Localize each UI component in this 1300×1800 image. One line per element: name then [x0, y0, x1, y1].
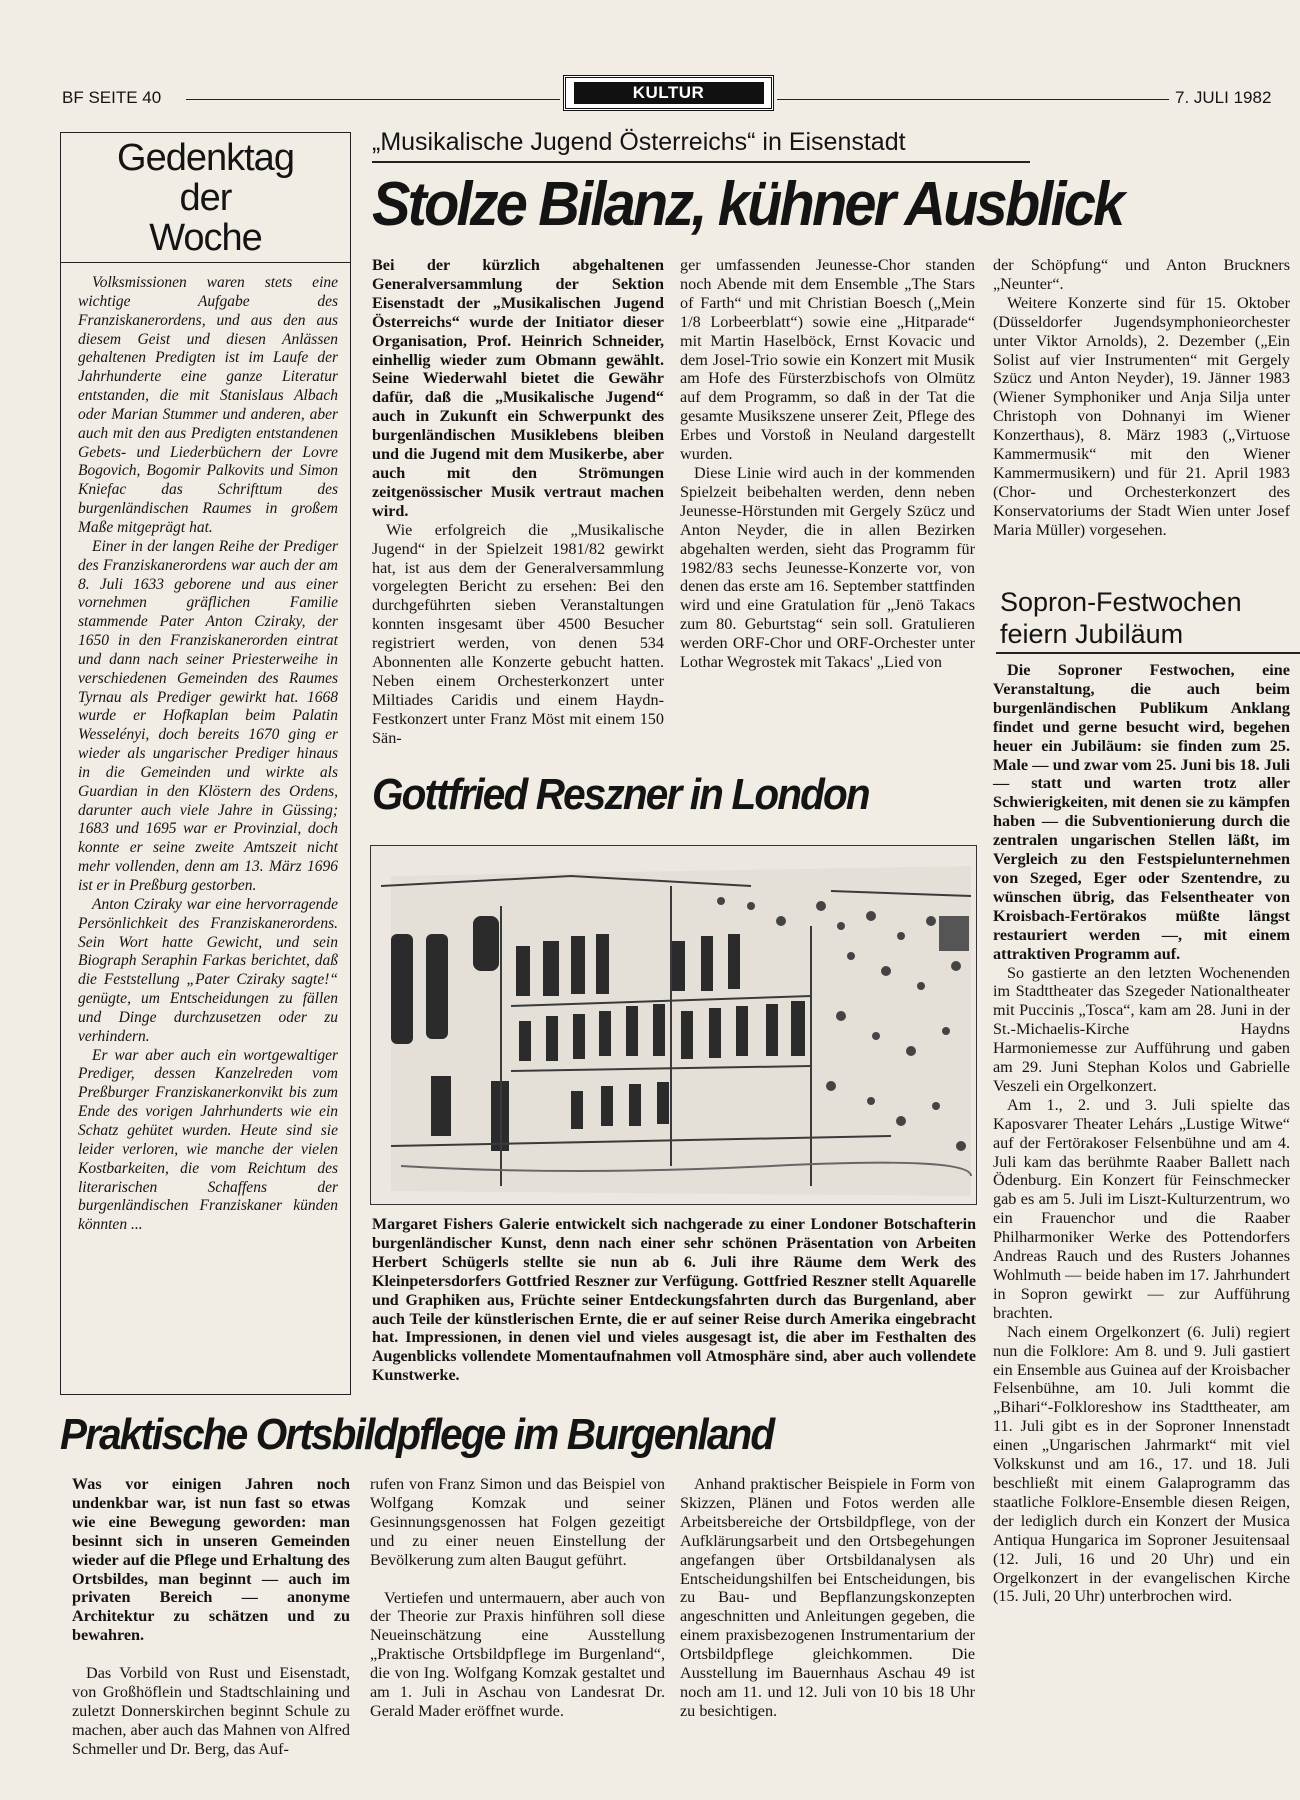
ortsbild-intro: Was vor einigen Jahren noch undenkbar war, ist nun fast so etwas wie eine Bewegung geworden: man besinnt sich in unseren Gemeinden wieder auf die Pflege und Erhaltung des Ortsbildes, man beginnt — auch im privaten Bereich — anonyme Architektur zu schätzen und zu bewahren. — [72, 1475, 350, 1645]
sopron-paragraph: Am 1., 2. und 3. Juli spielte das Kaposvarer Theater Lehárs „Lustige Witwe“ auf der Fertörakoser Felsenbühne und am 4. Juli kam das berühmte Raaber Ballett nach Ödenburg. Ein Konzert für Feinschmecker gab es am 5. Juli im Liszt-Kulturzentrum, wo ein Frauenchor und die Raaber Philharmoniker Werke des Pottendorfers Andreas Rauch und des Rusters Johannes Wohlmuth — beide haben im 17. Jahrhundert in Sopron gewirkt — zur Aufführung brachten. — [993, 1095, 1290, 1322]
page-number: BF SEITE 40 — [62, 88, 162, 107]
lead-kicker: „Musikalische Jugend Österreichs“ in Eisenstadt — [372, 128, 906, 156]
lead-column-1 — [372, 256, 664, 748]
header-rule-left — [186, 99, 560, 100]
lead-paragraph: der Schöpfung“ und Anton Bruckners „Neunter“. — [993, 256, 1290, 293]
header-rule-right — [777, 99, 1169, 100]
lead-headline: Stolze Bilanz, kühner Ausblick — [372, 170, 1123, 239]
sopron-paragraph: Nach einem Orgelkonzert (6. Juli) regiert nun die Folklore: Am 8. und 9. Juli gastiert ein Ensemble aus Guinea auf der Kroisbacher Felsenbühne, am 10. Juli kommt die „Bihari“-Folkloreshow ins Stadttheater, am 11. Juli gibt es in der Soproner Innenstadt einen „Ungarischen Jahrmarkt“ mit viel Volkskunst und am 16., 17. und 18. Juli beschließt mit einem Galaprogramm das staatliche Folklore-Ensemble diesen Reigen, der lediglich durch ein Konzert der Musica Antiqua Hungarica im Soproner Jesuitensaal (12. Juli, 16 und 20 Uhr) und ein Orgelkonzert in der evangelischen Kirche (15. Juli, 20 Uhr) unterbrochen wird. — [993, 1322, 1290, 1606]
lead-paragraph: ger umfassenden Jeunesse-Chor standen noch Abende mit dem Ensemble „The Stars of Farth“ und mit Christian Boesch („Mein 1/8 Lorbeerblatt“) sowie eine „Hitparade“ mit Martin Haselböck, Ernst Kovacic und dem Josel-Trio sowie ein Konzert mit Musik am Hofe des Fürsterzbischofs von Olmütz auf dem Programm, so daß in der Tat die gesamte Musikszene unserer Zeit, Pflege des Erbes und Vorstoß in Neuland dargestellt wurden. — [680, 256, 975, 464]
image-caption: Margaret Fishers Galerie entwickelt sich nachgerade zu einer Londoner Botschafterin burgenländischer Kunst, denn nach einer sehr schönen Präsentation von Arbeiten Herbert Schügerls stellte sie nun ab 6. Juli ihre Räume dem Werk des Kleinpetersdorfers Gottfried Reszner zur Verfügung. Gottfried Reszner stellt Aquarelle und Graphiken aus, Früchte seiner Entdeckungsfahrten durch das Burgenland, aber auch Teile der künstlerischen Ernte, die er auf seiner Reise durch Amerika eingebracht hat. Impressionen, in denen viel und vieles ausgesagt ist, die aber im Festhalten des Augenblicks vollendete Momentaufnahmen voll Atmosphäre sind, aber auch vollendete Kunstwerke. — [372, 1216, 976, 1385]
reszner-headline: Gottfried Reszner in London — [372, 770, 869, 819]
sopron-headline-line2: feiern Jubiläum — [1000, 619, 1184, 649]
lead-intro: Bei der kürzlich abgehaltenen Generalversammlung der Sektion Eisenstadt der „Musikalischen Jugend Österreichs“ wurde der Initiator dieser Organisation, Prof. Heinrich Schneider, einhellig wieder zum Obmann gewählt. Seine Wiederwahl bietet die Gewähr dafür, daß die „Musikalische Jugend“ auch in Zukunft ein Schwerpunkt des burgenländischen Musiklebens bleiben und die Jugend mit dem Musikerbe, aber auch mit den Strömungen zeitgenössischer Musik vertraut machen wird. — [372, 256, 664, 520]
ortsbild-headline: Praktische Ortsbildpflege im Burgenland — [60, 1410, 774, 1459]
lead-column-3 — [993, 256, 1290, 540]
gedenktag-title-line1: Gedenktag — [117, 137, 294, 179]
sopron-paragraph: So gastierte an den letzten Wochenenden im Stadttheater das Szegeder Nationaltheater mit Puccinis „Tosca“, kam am 28. Juni in der St.-Michaelis-Kirche Haydns Harmoniemesse zur Aufführung und gaben am 29. Juni Stephan Kolos und Gabrielle Veszeli ein Orgelkonzert. — [993, 963, 1290, 1095]
ortsbild-paragraph: rufen von Franz Simon und das Beispiel von Wolfgang Komzak und seiner Gesinnungsgenossen hat Folgen gezeitigt und zu einer neuen Einstellung der Bevölkerung zum alten Baugut geführt. — [370, 1475, 665, 1569]
section-label-box — [563, 75, 774, 111]
lead-column-2 — [680, 256, 975, 672]
sopron-rule — [996, 652, 1300, 654]
watercolor-illustration — [371, 846, 977, 1205]
gedenktag-title-line3: Woche — [149, 217, 262, 259]
issue-date: 7. JULI 1982 — [1175, 88, 1272, 107]
sopron-headline — [1000, 586, 1300, 650]
kicker-rule — [372, 161, 1030, 163]
lead-paragraph: Weitere Konzerte sind für 15. Oktober (Düsseldorfer Jugendsymphonieorchester unter Viktor Arnolds), 2. Dezember („Ein Solist auf vier Instrumenten“ mit Gergely Szücz und Anton Neyder), 19. Jänner 1983 (Wiener Symphoniker und Anja Silja unter Christoph von Dohnanyi im Wiener Konzerthaus), 8. März 1983 („Virtuose Kammermusik“ mit den Wiener Kammermusikern) und für 21. April 1983 (Chor- und Orchesterkonzert des Konservatoriums der Stadt Wien unter Josef Maria Müller) vorgesehen. — [993, 293, 1290, 539]
gedenktag-title — [60, 132, 351, 262]
gedenktag-text — [78, 274, 338, 1235]
ortsbild-column-2 — [370, 1475, 665, 1721]
ortsbild-paragraph: Vertiefen und untermauern, aber auch von der Theorie zur Praxis hinführen soll diese Neueinschätzung eine Ausstellung „Praktische Ortsbildpflege im Burgenland“, die von Ing. Wolfgang Komzak gestaltet und am 1. Juli in Aschau von Landesrat Dr. Gerald Mader eröffnet wurde. — [370, 1588, 665, 1720]
ortsbild-paragraph: Das Vorbild von Rust und Eisenstadt, von Großhöflein und Stadtschlaining und zuletzt Donnerskirchen beginnt Schule zu machen, aber auch das Mahnen von Alfred Schmeller und Dr. Berg, das Auf- — [72, 1664, 350, 1758]
gedenktag-paragraph: Anton Cziraky war eine hervorragende Persönlichkeit des Franziskanerordens. Sein Wort hatte Gewicht, und sein Biograph Seraphin Farkas berichtet, daß die Feststellung „Pater Cziraky sagte!“ genügte, um Entscheidungen zu fällen und Dinge durchzusetzen oder zu verhindern. — [78, 895, 338, 1045]
gedenktag-paragraph: Einer in der langen Reihe der Prediger des Franziskanerordens war auch der am 8. Juli 1633 geborene und aus einer vornehmen gräflichen Familie stammende Pater Anton Cziraky, der 1650 in den Franziskanerorden eintrat und dann nach seiner Priesterweihe in verschiedenen Gemeinden des Raumes Tyrnau als Prediger gewirkt hat. 1668 wurde er Hofkaplan beim Palatin Wesselényi, doch bereits 1670 ging er wieder als ungarischer Prediger hinaus in die Gemeinden und wirkte als Guardian in den Klöstern des Ordens, darunter auch viele Jahre in Güssing; 1683 und 1695 war er Provinzial, doch konnte er seine zweite Amtszeit nicht mehr vollenden, denn am 13. März 1696 ist er in Preßburg gestorben. — [78, 537, 338, 894]
lead-paragraph: Wie erfolgreich die „Musikalische Jugend“ in der Spielzeit 1981/82 gewirkt hat, ist aus dem der Generalversammlung vorgelegten Bericht zu ersehen: Bei den durchgeführten sieben Veranstaltungen konnten insgesamt über 4500 Besucher registriert werden, von denen 534 Abonnenten alle Konzerte gebucht hatten. Neben einem Orchesterkonzert unter Miltiades Caridis und einem Haydn-Festkonzert unter Franz Möst mit einem 150 Sän- — [372, 520, 664, 747]
gedenktag-paragraph: Er war aber auch ein wortgewaltiger Prediger, dessen Kanzelreden vom Preßburger Franziskanerkonvikt bis zum Ende des vorigen Jahrhunderts wie ein Schatz gehütet wurden. Heute sind sie leider verloren, wie manche der vielen Kostbarkeiten, die vom Reichtum des literarischen Schaffens der burgenländischen Franziskaner künden könnten ... — [78, 1046, 338, 1234]
sopron-text — [993, 661, 1290, 1606]
lead-paragraph: Diese Linie wird auch in der kommenden Spielzeit beibehalten werden, denn neben Jeunesse-Hörstunden mit Gergely Szücz und Anton Neyder, die in allen Bezirken abgehalten werden, sieht das Programm für 1982/83 sechs Jeunesse-Konzerte vor, von denen das erste am 16. September stattfinden wird und eine Gratulation für „Jenö Takacs zum 80. Geburtstag“ sein soll. Gratulieren werden ORF-Chor und ORF-Orchester unter Lothar Wegrostek mit Takacs' „Lied von — [680, 463, 975, 672]
sopron-intro: Die Soproner Festwochen, eine Veranstaltung, die auch beim burgenländischen Publikum Anklang findet und gerne besucht wird, begehen heuer ein Jubiläum: sie finden zum 25. Male — und zwar vom 25. Juni bis 18. Juli — statt und warten trotz aller Schwierigkeiten, mit denen sie zu kämpfen haben — die Subventionierung durch die zentralen ungarischen Stellen läßt, im Vergleich zu den Festspielunternehmen von Szeged, Eger oder Szentendre, zu wünschen übrig, das Felsentheater von Kroisbach-Fertörakos müßte längst restauriert werden —, mit einem attraktiven Programm auf. — [993, 661, 1290, 963]
gedenktag-title-rule — [60, 262, 351, 263]
ortsbild-paragraph: Anhand praktischer Beispiele in Form von Skizzen, Plänen und Fotos werden alle Arbeitsbereiche der Ortsbildpflege, von der Aufklärungsarbeit und den Ortsbegehungen angefangen über Ortsbildanalysen als Entscheidungshilfen bei Entscheidungen, bis zu Bau- und Bepflanzungskonzepten angeschnitten und Anleitungen gegeben, die einem praxisbezogenen Instrumentarium der Ortsbildpflege gleichkommen. Die Ausstellung im Bauernhaus Aschau 49 ist noch am 11. und 12. Juli von 10 bis 18 Uhr zu besichtigen. — [680, 1475, 975, 1720]
section-label: KULTUR — [574, 82, 764, 104]
artwork-image — [370, 845, 977, 1205]
sopron-headline-line1: Sopron-Festwochen — [1000, 587, 1242, 617]
gedenktag-title-line2: der — [179, 177, 232, 219]
gedenktag-paragraph: Volksmissionen waren stets eine wichtige Aufgabe des Franziskanerordens, und aus den aus diesem Geist und diesen Anlässen gehaltenen Predigten ist im Laufe der Jahrhunderte eine ganze Literatur entstanden, die mit Stanislaus Albach oder Marian Stummer und anderen, aber auch mit den aus Predigten entstandenen Gebets- und Liederbüchern der Lovre Bogovich, Bogomir Palkovits und Simon Kniefac das Schrifttum des burgenländischen Raumes in großem Maße mitgeprägt hat. — [78, 274, 338, 536]
ortsbild-column-1 — [72, 1475, 350, 1759]
ortsbild-column-3 — [680, 1475, 975, 1721]
